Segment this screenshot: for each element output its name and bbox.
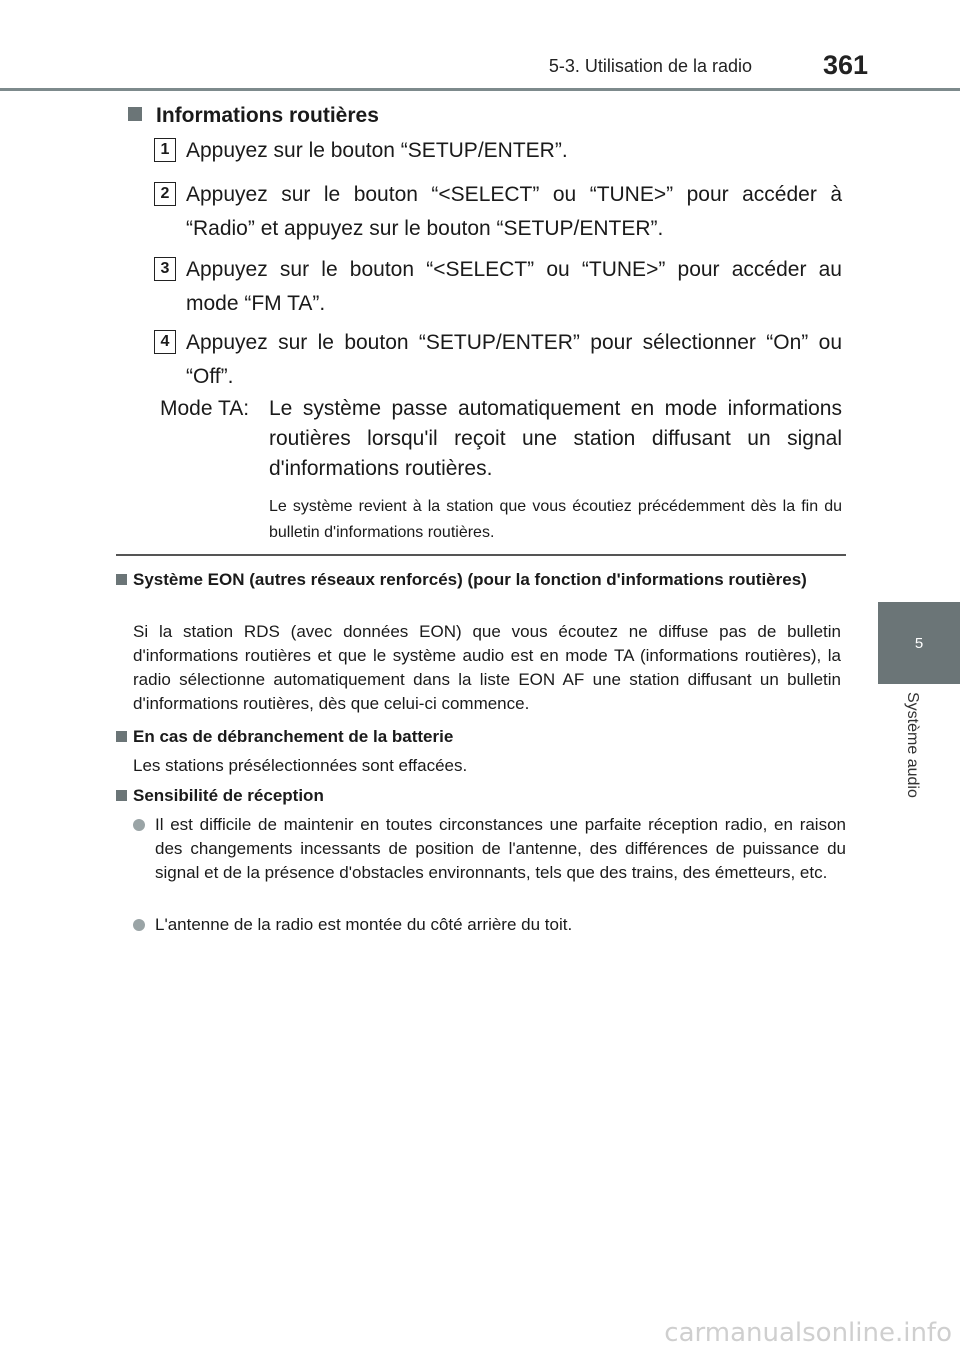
step-number-badge: 1 (154, 138, 176, 162)
step-3 (154, 253, 842, 321)
step-2 (154, 178, 842, 246)
header-divider (0, 88, 960, 91)
step-text: Appuyez sur le bouton “SETUP/ENTER” pour sélectionner “On” ou “Off”. (186, 331, 842, 388)
bullet-text: Il est difficile de maintenir en toutes circonstances une parfaite réception radio, en raison des changements incessants de position de l'antenne, des différences de puissance du signal et de la présence d'obstacles environnants, tels que des trains, des émetteurs, etc. (155, 815, 846, 882)
square-bullet-icon (116, 731, 127, 742)
mode-note: Le système revient à la station que vous écoutiez précédemment dès la fin du bulletin d'informations routières. (269, 498, 842, 541)
chapter-tab (878, 602, 960, 684)
reception-bullet-2 (133, 913, 846, 937)
reception-bullet-1 (133, 813, 846, 885)
square-bullet-icon (128, 107, 142, 121)
section-title (128, 104, 379, 128)
step-number-badge: 4 (154, 330, 176, 354)
step-1 (154, 134, 842, 168)
note-title-eon (116, 568, 846, 592)
square-bullet-icon (116, 574, 127, 585)
note-title-reception (116, 784, 846, 808)
note-title-text: En cas de débranchement de la batterie (133, 727, 454, 746)
step-text: Appuyez sur le bouton “SETUP/ENTER”. (186, 139, 568, 162)
circle-bullet-icon (133, 819, 145, 831)
chapter-number: 5 (914, 634, 924, 652)
step-number-badge: 2 (154, 182, 176, 206)
step-4 (154, 326, 842, 394)
step-text: Appuyez sur le bouton “<SELECT” ou “TUNE>” pour accéder au mode “FM TA”. (186, 258, 842, 315)
section-breadcrumb: 5-3. Utilisation de la radio (548, 56, 752, 76)
section-divider (116, 554, 846, 556)
page-header (0, 0, 960, 90)
section-title-text: Informations routières (156, 104, 379, 127)
note-body-battery: Les stations présélectionnées sont effacées. (133, 756, 468, 775)
step-number-badge: 3 (154, 257, 176, 281)
bullet-text: L'antenne de la radio est montée du côté arrière du toit. (155, 915, 573, 934)
note-title-text: Système EON (autres réseaux renforcés) (pour la fonction d'informations routières) (133, 570, 807, 589)
note-title-text: Sensibilité de réception (133, 786, 324, 805)
page-number: 361 (822, 50, 868, 80)
mode-text: Le système passe automatiquement en mode informations routières lorsqu'il reçoit une station diffusant un signal d'informations routières. (269, 397, 842, 480)
circle-bullet-icon (133, 919, 145, 931)
note-body-eon: Si la station RDS (avec données EON) que vous écoutez ne diffuse pas de bulletin d'informations routières et que le système audio est en mode TA (informations routières), la radio sélectionne automatiquement dans la liste EON AF une station diffusant un bulletin d'informations routières, dès que celui-ci commence. (133, 622, 841, 713)
mode-description (160, 394, 842, 546)
step-text: Appuyez sur le bouton “<SELECT” ou “TUNE>” pour accéder à “Radio” et appuyez sur le bouton “SETUP/ENTER”. (186, 183, 842, 240)
square-bullet-icon (116, 790, 127, 801)
watermark: carmanualsonline.info (664, 1318, 952, 1348)
chapter-title: Système audio (904, 692, 921, 798)
note-title-battery (116, 725, 846, 749)
mode-label: Mode TA: (160, 397, 250, 420)
